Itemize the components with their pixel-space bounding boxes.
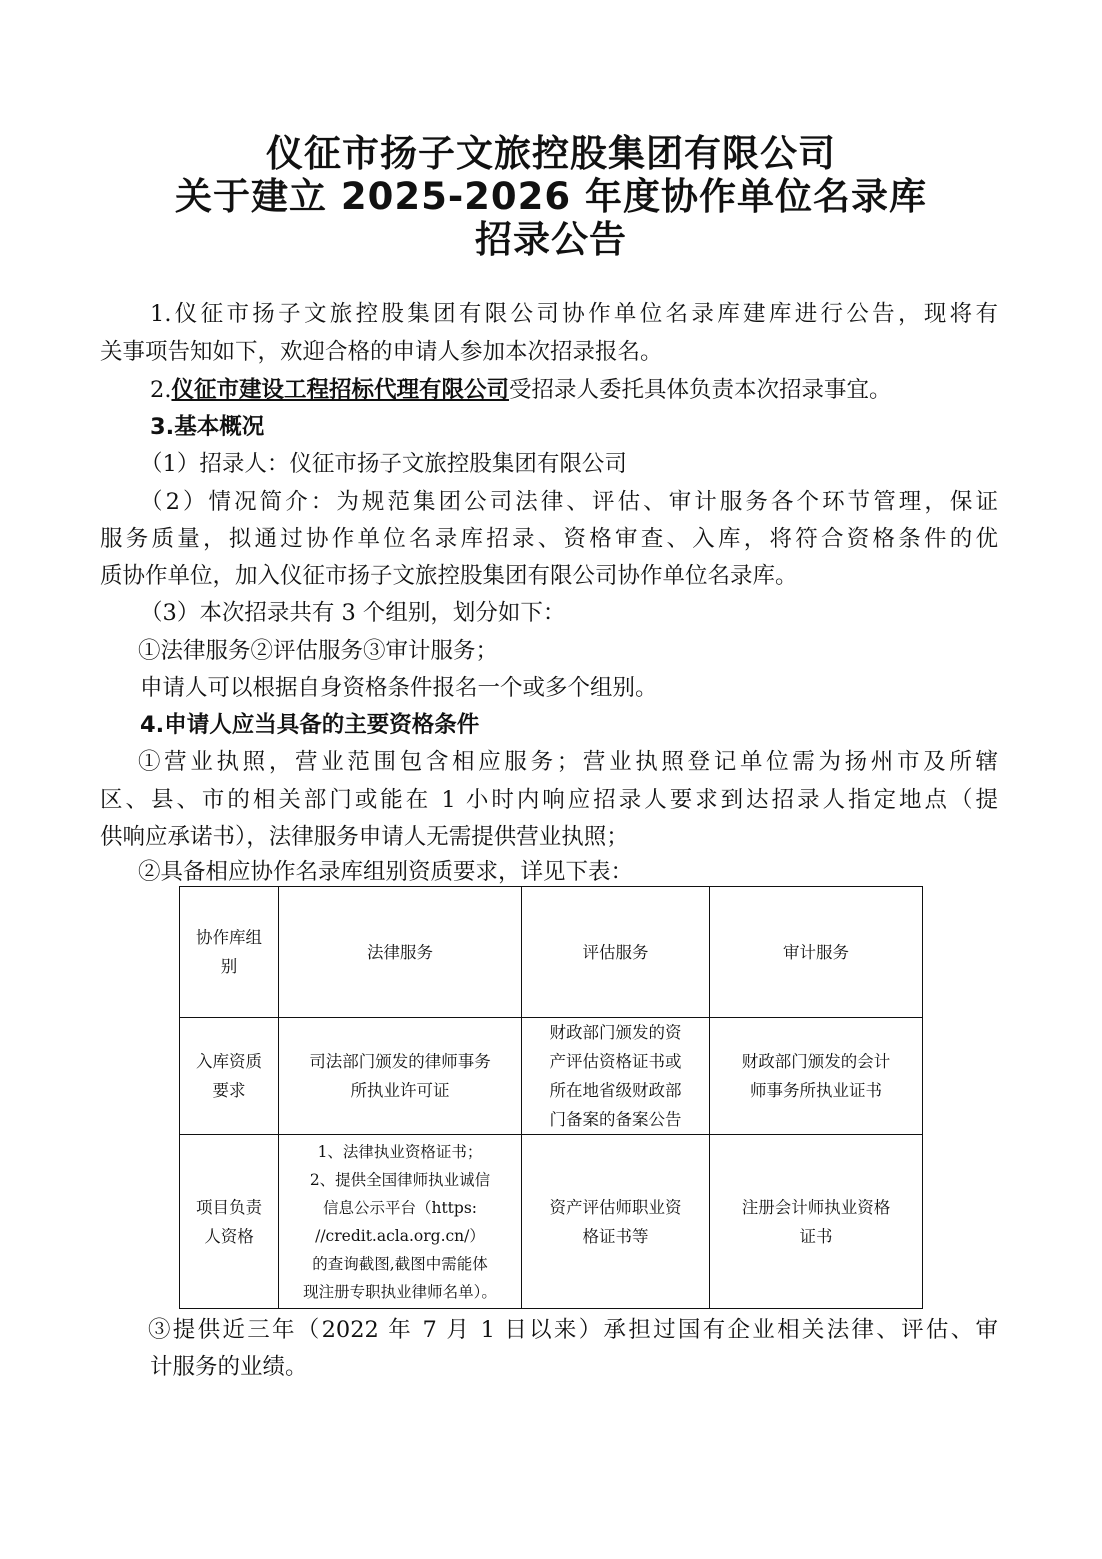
qualification-table — [179, 886, 923, 1309]
paragraph-2 — [150, 375, 892, 405]
qualification-3-line-2: 计服务的业绩。 — [150, 1354, 308, 1380]
header-legal: 法律服务 — [279, 887, 522, 1018]
row-label-leader: 项目负责 人资格 — [180, 1135, 279, 1309]
groups-note: 申请人可以根据自身资格条件报名一个或多个组别。 — [140, 675, 658, 701]
intro-line-3: 质协作单位，加入仪征市扬子文旅控股集团有限公司协作单位名录库。 — [100, 563, 798, 589]
intro-line-2: 服务质量，拟通过协作单位名录库招录、资格审查、入库，将符合资格条件的优 — [100, 526, 998, 552]
cell-eval-admission: 财政部门颁发的资 产评估资格证书或 所在地省级财政部 门备案的备案公告 — [522, 1018, 710, 1135]
cell-legal-leader: 1、法律执业资格证书； 2、提供全国律师执业诚信 信息公示平台（https: //credit.acla.org.cn/） 的查询截图,截图中需能体 现注册专职执业律师名单）。 — [279, 1135, 522, 1309]
paragraph-1-line-1: 1.仪征市扬子文旅控股集团有限公司协作单位名录库建库进行公告，现将有 — [150, 301, 998, 327]
cell-legal-admission: 司法部门颁发的律师事务 所执业许可证 — [279, 1018, 522, 1135]
section-4-heading: 4.申请人应当具备的主要资格条件 — [140, 712, 480, 738]
page-title-line-1: 仪征市扬子文旅控股集团有限公司 — [266, 132, 836, 175]
row-label-admission: 入库资质 要求 — [180, 1018, 279, 1135]
table-row — [180, 1135, 923, 1309]
groups-list: ①法律服务②评估服务③审计服务； — [138, 638, 499, 664]
paragraph-2-text: 受招录人委托具体负责本次招录事宜。 — [508, 377, 892, 403]
header-group: 协作库组 别 — [180, 887, 279, 1018]
agency-name: 仪征市建设工程招标代理有限公司 — [171, 377, 509, 403]
table-header-row — [180, 887, 923, 1018]
header-audit: 审计服务 — [710, 887, 923, 1018]
table-row — [180, 1018, 923, 1135]
groups-intro: （3）本次招录共有 3 个组别，划分如下： — [140, 600, 566, 626]
cell-eval-leader: 资产评估师职业资 格证书等 — [522, 1135, 710, 1309]
qualification-3-line-1: ③提供近三年（2022 年 7 月 1 日以来）承担过国有企业相关法律、评估、审 — [148, 1317, 998, 1343]
cell-audit-admission: 财政部门颁发的会计 师事务所执业证书 — [710, 1018, 923, 1135]
header-eval: 评估服务 — [522, 887, 710, 1018]
cell-audit-leader: 注册会计师执业资格 证书 — [710, 1135, 923, 1309]
paragraph-1-line-2: 关事项告知如下，欢迎合格的申请人参加本次招录报名。 — [100, 339, 663, 365]
qualification-1-line-3: 供响应承诺书），法律服务申请人无需提供营业执照； — [100, 824, 629, 850]
page-title-line-2: 关于建立 2025-2026 年度协作单位名录库 — [174, 175, 928, 218]
qualification-1-line-1: ①营业执照，营业范围包含相应服务；营业执照登记单位需为扬州市及所辖 — [138, 749, 998, 775]
section-3-heading: 3.基本概况 — [150, 414, 265, 440]
paragraph-2-number: 2. — [150, 377, 172, 403]
qualification-1-line-2: 区、县、市的相关部门或能在 1 小时内响应招录人要求到达招录人指定地点（提 — [100, 787, 998, 813]
recruiter-line: （1）招录人：仪征市扬子文旅控股集团有限公司 — [140, 451, 627, 477]
intro-line-1: （2）情况简介：为规范集团公司法律、评估、审计服务各个环节管理，保证 — [140, 489, 998, 515]
page-title-line-3: 招录公告 — [475, 218, 627, 261]
qualification-2: ②具备相应协作名录库组别资质要求，详见下表： — [138, 859, 634, 885]
